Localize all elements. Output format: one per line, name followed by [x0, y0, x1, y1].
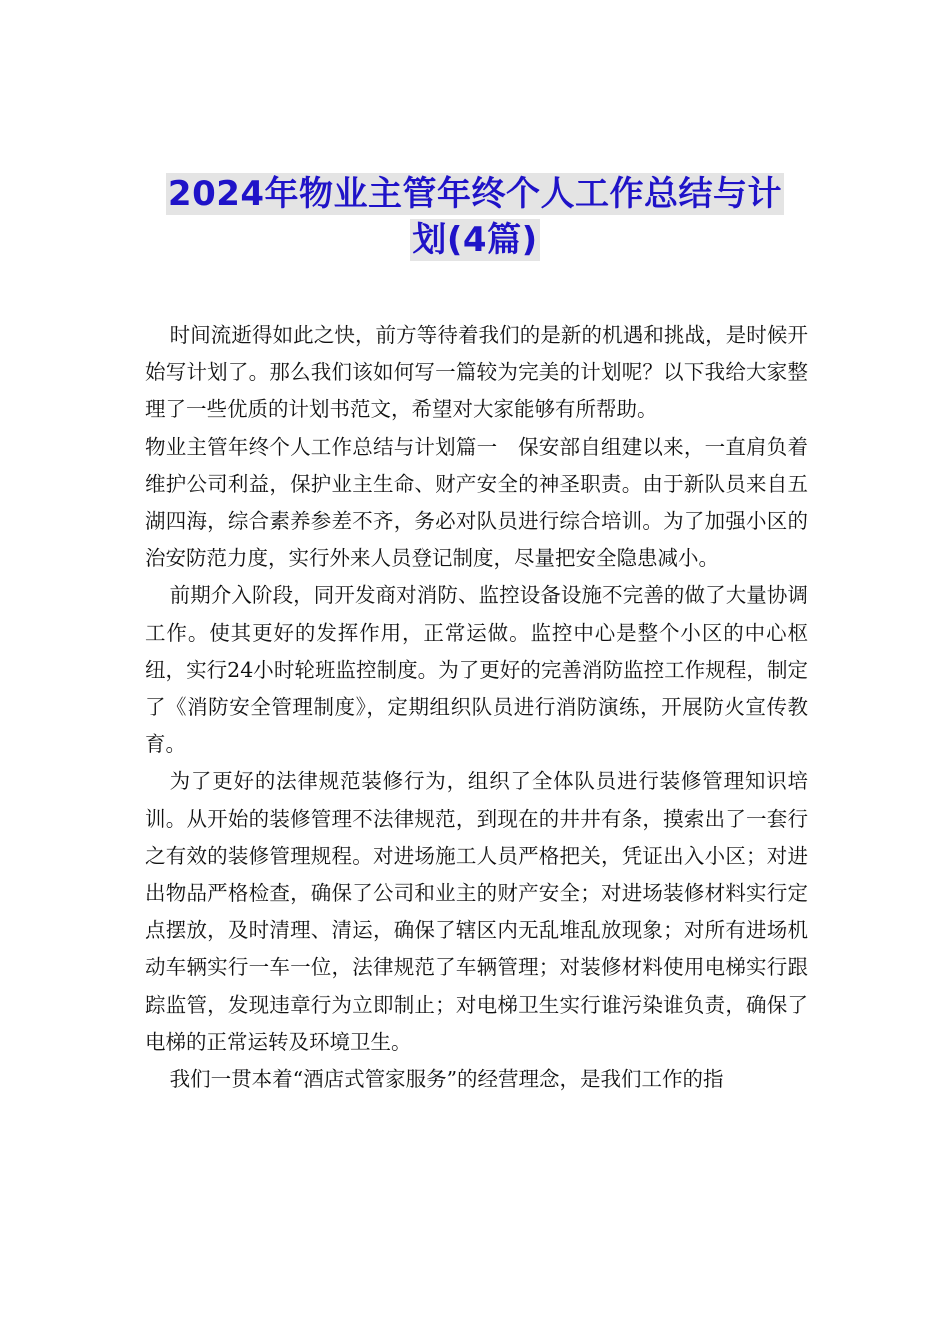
paragraph-intro: 时间流逝得如此之快，前方等待着我们的是新的机遇和挑战，是时候开始写计划了。那么我们该如何写一篇较为完美的计划呢？以下我给大家整理了一些优质的计划书范文，希望对大家能够有所帮助。 — [145, 323, 808, 422]
document-title — [0, 173, 950, 261]
paragraph-section-one: 物业主管年终个人工作总结与计划篇一 保安部自组建以来，一直肩负着维护公司利益，保护业主生命、财产安全的神圣职责。由于新队员来自五湖四海，综合素养参差不齐，务必对队员进行综合培训。为了加强小区的治安防范力度，实行外来人员登记制度，尽量把安全隐患减小。 — [145, 434, 808, 571]
title-line-2: 划(4篇) — [412, 220, 538, 260]
paragraph-renovation-management: 为了更好的法律规范装修行为，组织了全体队员进行装修管理知识培训。从开始的装修管理不法律规范，到现在的井井有条，摸索出了一套行之有效的装修管理规程。对进场施工人员严格把关，凭证出入小区；对进出物品严格检查，确保了公司和业主的财产安全；对进场装修材料实行定点摆放，及时清理、清运，确保了辖区内无乱堆乱放现象；对所有进场机动车辆实行一车一位，法律规范了车辆管理；对装修材料使用电梯实行跟踪监管，发现违章行为立即制止；对电梯卫生实行谁污染谁负责，确保了电梯的正常运转及环境卫生。 — [145, 769, 808, 1054]
paragraph-fire-monitoring: 前期介入阶段，同开发商对消防、监控设备设施不完善的做了大量协调工作。使其更好的发挥作用，正常运做。监控中心是整个小区的中心枢纽，实行24小时轮班监控制度。为了更好的完善消防监控工作规程，制定了《消防安全管理制度》，定期组织队员进行消防演练，开展防火宣传教育。 — [145, 583, 808, 757]
title-line-1: 2024年物业主管年终个人工作总结与计 — [167, 174, 783, 214]
document-body — [145, 317, 808, 1098]
paragraph-service-concept: 我们一贯本着“酒店式管家服务”的经营理念，是我们工作的指 — [169, 1067, 724, 1092]
